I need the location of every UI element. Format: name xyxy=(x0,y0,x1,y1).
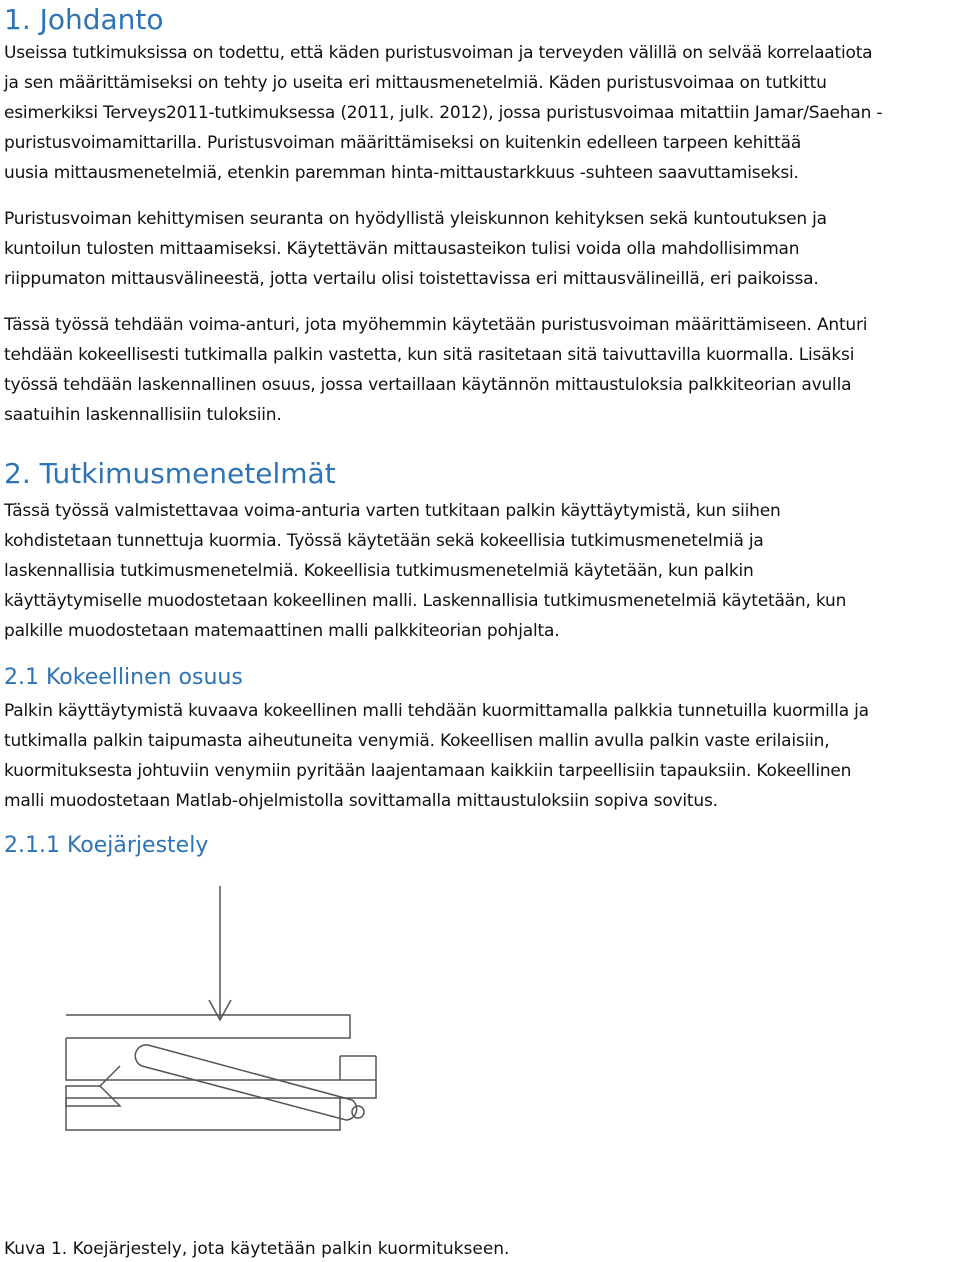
heading-johdanto: 1. Johdanto xyxy=(4,3,164,36)
text-line: Palkin käyttäytymistä kuvaava kokeellinen malli tehdään kuormittamalla palkkia tunnetuilla kuormilla ja xyxy=(4,701,869,721)
text-line: Puristusvoiman kehittymisen seuranta on hyödyllistä yleiskunnon kehityksen sekä kuntoutuksen ja xyxy=(4,209,827,229)
test-setup-figure xyxy=(40,880,400,1220)
text-line: kuntoilun tulosten mittaamiseksi. Käytettävän mittausasteikon tulisi voida olla mahdollisimman xyxy=(4,239,800,259)
text-line: riippumaton mittausvälineestä, jotta vertailu olisi toistettavissa eri mittausvälineillä, eri paikoissa. xyxy=(4,269,819,289)
lower-support xyxy=(66,1086,120,1106)
paragraph-intro xyxy=(4,38,956,188)
text-line: tehdään kokeellisesti tutkimalla palkin vastetta, kun sitä rasitetaan sitä taivuttavilla kuormalla. Lisäksi xyxy=(4,345,855,365)
heading-kokeellinen-osuus: 2.1 Kokeellinen osuus xyxy=(4,665,243,690)
text-line: käyttäytymiselle muodostetaan kokeellinen malli. Laskennallisia tutkimusmenetelmiä käytetään, kun xyxy=(4,591,847,611)
paragraph-seuranta xyxy=(4,204,956,294)
text-line: saatuihin laskennallisiin tuloksiin. xyxy=(4,405,282,425)
text-line: puristusvoimamittarilla. Puristusvoiman määrittämiseksi on kuitenkin edelleen tarpeen kehittää xyxy=(4,133,802,153)
text-line: Tässä työssä valmistettavaa voima-anturia varten tutkitaan palkin käyttäytymistä, kun siihen xyxy=(4,501,781,521)
text-line: kohdistetaan tunnettuja kuormia. Työssä käytetään sekä kokeellisia tutkimusmenetelmiä ja xyxy=(4,531,764,551)
upper-jaw xyxy=(66,1015,350,1038)
text-line: Useissa tutkimuksissa on todettu, että käden puristusvoiman ja terveyden välillä on selvää korrelaatiota xyxy=(4,43,873,63)
heading-tutkimusmenetelmat: 2. Tutkimusmenetelmät xyxy=(4,457,336,490)
paragraph-kokeellinen xyxy=(4,696,956,816)
text-line: Tässä työssä tehdään voima-anturi, jota myöhemmin käytetään puristusvoiman määrittämiseen. Anturi xyxy=(4,315,868,335)
figure-caption: Kuva 1. Koejärjestely, jota käytetään palkin kuormitukseen. xyxy=(4,1239,510,1259)
link-bar xyxy=(135,1045,356,1120)
text-line: ja sen määrittämiseksi on tehty jo useita eri mittausmenetelmiä. Käden puristusvoimaa on tutkittu xyxy=(4,73,827,93)
text-line: uusia mittausmenetelmiä, etenkin paremman hinta-mittaustarkkuus -suhteen saavuttamiseksi. xyxy=(4,163,799,183)
text-line: työssä tehdään laskennallinen osuus, jossa vertaillaan käytännön mittaustuloksia palkkiteorian avulla xyxy=(4,375,852,395)
heading-koejarjestely: 2.1.1 Koejärjestely xyxy=(4,833,209,858)
text-line: palkille muodostetaan matemaattinen malli palkkiteorian pohjalta. xyxy=(4,621,560,641)
text-line: esimerkiksi Terveys2011-tutkimuksessa (2011, julk. 2012), jossa puristusvoimaa mitattiin Jamar/Saehan - xyxy=(4,103,883,123)
paragraph-menetelmat xyxy=(4,496,956,646)
text-line: malli muodostetaan Matlab-ohjelmistolla sovittamalla mittaustuloksiin sopiva sovitus. xyxy=(4,791,718,811)
text-line: kuormituksesta johtuviin venymiin pyritään laajentamaan kaikkiin tarpeellisiin tapauksiin. Kokeellinen xyxy=(4,761,852,781)
lower-support-edge xyxy=(100,1066,120,1086)
paragraph-tyo xyxy=(4,310,956,430)
text-line: laskennallisia tutkimusmenetelmiä. Kokeellisia tutkimusmenetelmiä käytetään, kun palkin xyxy=(4,561,754,581)
pin-joint xyxy=(352,1106,364,1118)
text-line: tutkimalla palkin taipumasta aiheutuneita venymiä. Kokeellisen mallin avulla palkin vaste erilaisiin, xyxy=(4,731,830,751)
